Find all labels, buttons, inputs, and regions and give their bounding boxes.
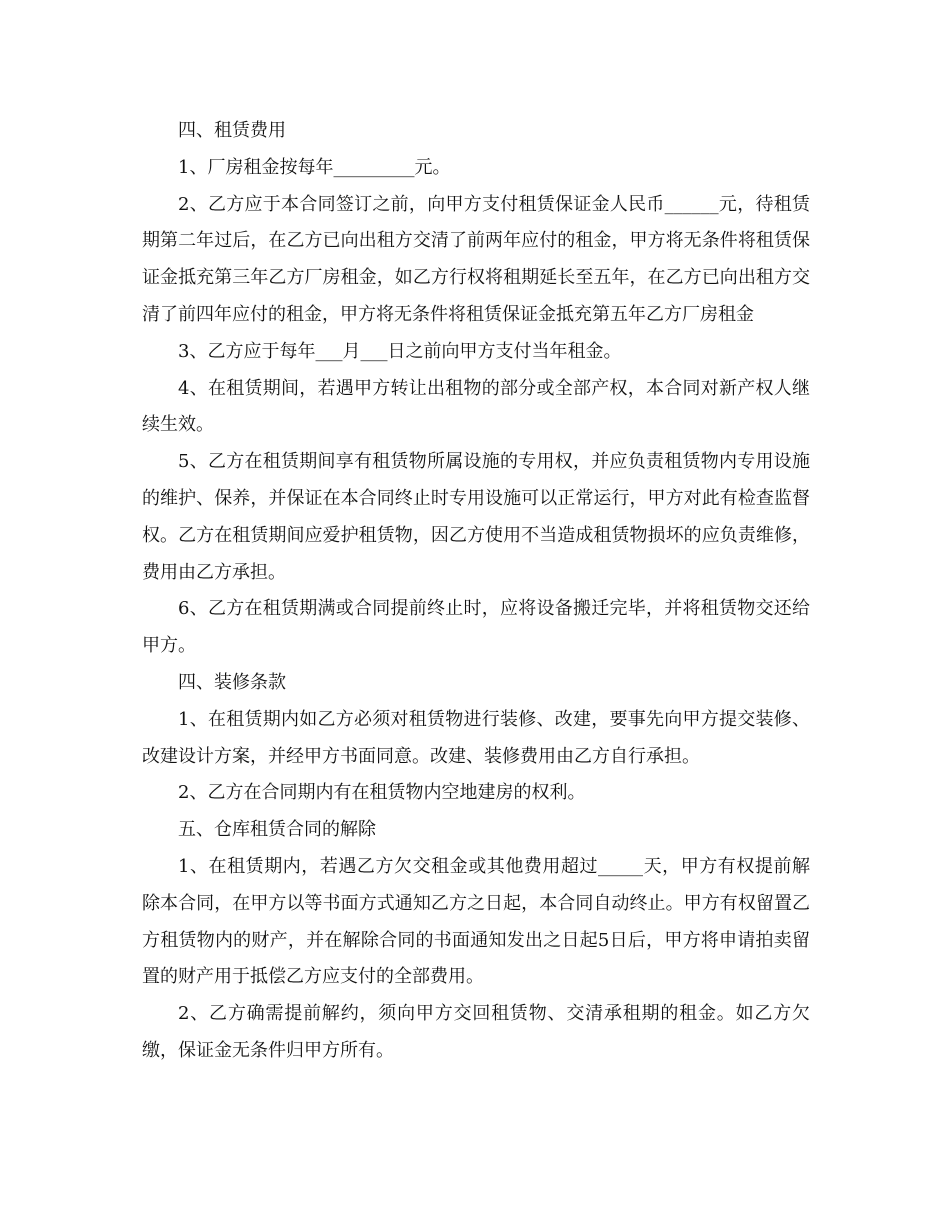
clause-paragraph: 1、在租赁期内，若遇乙方欠交租金或其他费用超过_____天，甲方有权提前解除本合同，在甲方以等书面方式通知乙方之日起，本合同自动终止。甲方有权留置乙方租赁物内的财产，并在解除合同的书面通知发出之日起5日后，甲方将申请拍卖留置的财产用于抵偿乙方应支付的全部费用。 bbox=[142, 855, 810, 988]
clause-paragraph: 3、乙方应于每年___月___日之前向甲方支付当年租金。 bbox=[178, 340, 622, 362]
clause-paragraph: 4、在租赁期间，若遇甲方转让出租物的部分或全部产权，本合同对新产权人继续生效。 bbox=[142, 377, 810, 436]
clause-paragraph: 2、乙方应于本合同签订之前，向甲方支付租赁保证金人民币______元，待租赁期第二年过后，在乙方已向出租方交清了前两年应付的租金，甲方将无条件将租赁保证金抵充第三年乙方厂房租金，如乙方行权将租期延长至五年，在乙方已向出租方交清了前四年应付的租金，甲方将无条件将租赁保证金抵充第五年乙方厂房租金 bbox=[142, 193, 810, 325]
clause-paragraph: 1、在租赁期内如乙方必须对租赁物进行装修、改建，要事先向甲方提交装修、改建设计方案，并经甲方书面同意。改建、装修费用由乙方自行承担。 bbox=[142, 708, 810, 767]
clause-paragraph: 2、乙方在合同期内有在租赁物内空地建房的权利。 bbox=[178, 782, 586, 804]
clause-paragraph: 5、乙方在租赁期间享有租赁物所属设施的专用权，并应负责租赁物内专用设施的维护、保养，并保证在本合同终止时专用设施可以正常运行，甲方对此有检查监督权。乙方在租赁期间应爱护租赁物，因乙方使用不当造成租赁物损坏的应负责维修，费用由乙方承担。 bbox=[142, 451, 810, 583]
clause-paragraph: 1、厂房租金按每年_________元。 bbox=[178, 156, 451, 178]
clause-paragraph: 6、乙方在租赁期满或合同提前终止时，应将设备搬迁完毕，并将租赁物交还给甲方。 bbox=[142, 598, 810, 657]
document-body bbox=[142, 113, 810, 1070]
section-heading-renovation: 四、装修条款 bbox=[178, 671, 286, 693]
section-heading-termination: 五、仓库租赁合同的解除 bbox=[178, 819, 376, 841]
clause-paragraph: 2、乙方确需提前解约，须向甲方交回租赁物、交清承租期的租金。如乙方欠缴，保证金无条件归甲方所有。 bbox=[142, 1003, 810, 1061]
section-heading-rent-fees: 四、租赁费用 bbox=[178, 120, 286, 141]
